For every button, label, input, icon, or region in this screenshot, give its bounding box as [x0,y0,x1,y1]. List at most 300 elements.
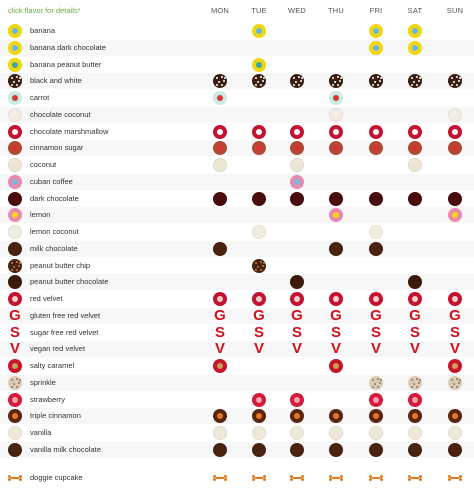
vanilla-cupcake-icon [252,426,266,440]
availability-mon [212,408,228,424]
salty-caramel-cupcake-icon [8,359,22,373]
flavor-row-black-and-white [0,73,474,89]
vegan-red-velvet-letter-icon: V [330,340,341,358]
availability-sun [447,291,463,307]
availability-sat [407,140,423,156]
strawberry-cupcake-icon [252,393,266,407]
vegan-red-velvet-letter-icon: V [214,340,225,358]
cinnamon-sugar-cupcake-icon [408,141,422,155]
availability-thu [328,308,344,324]
availability-fri [368,124,384,140]
gluten-free-red-velvet-letter-icon: G [409,306,421,324]
vanilla-cupcake-icon [329,426,343,440]
sugar-free-red-velvet-letter-icon: S [291,323,302,341]
flavor-link-lemon[interactable] [0,207,474,223]
chocolate-marshmallow-cupcake-icon [408,125,422,139]
availability-wed [289,408,305,424]
flavor-swatch[interactable] [7,470,23,486]
red-velvet-cupcake-icon [213,292,227,306]
flavor-name[interactable]: banana peanut butter [30,59,102,69]
availability-sun [447,124,463,140]
availability-sun [447,140,463,156]
vanilla-milk-chocolate-cupcake-icon [8,443,22,457]
flavor-row-cuban-coffee [0,174,474,190]
flavor-name[interactable]: banana dark chocolate [30,42,106,52]
availability-wed [289,442,305,458]
flavor-row-vanilla-milk-chocolate [0,442,474,458]
availability-sat [407,73,423,89]
availability-thu [328,207,344,223]
flavor-row-gluten-free-red-velvet [0,308,474,324]
vegan-red-velvet-letter-icon: V [370,340,381,358]
availability-wed [289,341,305,357]
availability-tue [251,224,267,240]
vanilla-cupcake-icon [290,426,304,440]
flavor-row-salty-caramel [0,358,474,374]
flavor-row-banana [0,23,474,39]
banana-peanut-butter-cupcake-icon [252,58,266,72]
availability-wed [289,425,305,441]
chocolate-coconut-cupcake-icon [448,108,462,122]
availability-thu [328,191,344,207]
availability-sat [407,191,423,207]
dog-bone-icon [8,475,22,481]
gluten-free-red-velvet-letter-icon: G [253,306,265,324]
availability-sun [447,207,463,223]
availability-fri [368,73,384,89]
day-header-thu: THU [327,6,344,15]
flavor-link-carrot[interactable] [0,90,474,106]
dark-chocolate-cupcake-icon [408,192,422,206]
triple-cinnamon-cupcake-icon [408,409,422,423]
flavor-name[interactable]: chocolate coconut [30,109,91,119]
availability-fri [368,341,384,357]
coconut-cupcake-icon [8,158,22,172]
carrot-cupcake-icon [213,91,227,105]
dark-chocolate-cupcake-icon [369,192,383,206]
flavor-row-lemon-coconut [0,224,474,240]
flavor-swatch[interactable] [7,124,23,140]
flavor-row-vegan-red-velvet [0,341,474,357]
flavor-row-banana-dark-chocolate [0,40,474,56]
red-velvet-cupcake-icon [8,292,22,306]
flavor-name[interactable]: strawberry [30,394,66,404]
flavor-row-peanut-butter-chip [0,258,474,274]
vanilla-cupcake-icon [448,426,462,440]
flavor-swatch[interactable] [7,291,23,307]
availability-sat [407,375,423,391]
milk-chocolate-cupcake-icon [213,242,227,256]
red-velvet-cupcake-icon [329,292,343,306]
availability-tue [251,408,267,424]
availability-tue [251,191,267,207]
sugar-free-red-velvet-letter-icon: S [253,323,264,341]
vanilla-cupcake-icon [369,426,383,440]
flavor-swatch[interactable] [7,274,23,290]
flavor-name[interactable]: red velvet [30,294,63,303]
gluten-free-red-velvet-letter-icon: G [214,306,226,324]
flavor-swatch[interactable] [7,224,23,240]
triple-cinnamon-cupcake-icon [8,409,22,423]
availability-sun [447,341,463,357]
availability-sat [407,23,423,39]
flavor-link-sprinkle[interactable] [0,375,474,391]
banana-cupcake-icon [252,24,266,38]
availability-fri [368,241,384,257]
availability-thu [328,241,344,257]
flavor-swatch[interactable] [7,442,23,458]
vegan-red-velvet-letter-icon: V [291,340,302,358]
flavor-swatch[interactable] [7,375,23,391]
availability-thu [328,291,344,307]
flavor-name[interactable]: cinnamon sugar [30,143,84,153]
flavor-row-doggie-cupcake [0,470,474,486]
availability-fri [368,408,384,424]
sprinkle-cupcake-icon [408,376,422,390]
chocolate-marshmallow-cupcake-icon [369,125,383,139]
flavor-row-milk-chocolate [0,241,474,257]
flavor-swatch[interactable] [7,40,23,56]
flavor-name[interactable]: milk chocolate [30,243,78,253]
cuban-coffee-cupcake-icon [290,175,304,189]
flavor-swatch[interactable] [7,207,23,223]
day-header-tue: TUE [251,6,267,15]
availability-tue [251,325,267,341]
triple-cinnamon-cupcake-icon [213,409,227,423]
availability-fri [368,425,384,441]
flavor-swatch[interactable] [7,341,23,357]
peanut-butter-chip-cupcake-icon [252,259,266,273]
sugar-free-red-velvet-letter-icon: S [330,323,341,341]
availability-fri [368,291,384,307]
sprinkle-cupcake-icon [448,376,462,390]
flavor-swatch[interactable] [7,325,23,341]
carrot-cupcake-icon [8,91,22,105]
strawberry-cupcake-icon [290,393,304,407]
lemon-cupcake-icon [329,208,343,222]
flavor-name[interactable]: triple cinnamon [30,411,81,421]
availability-mon [212,308,228,324]
availability-thu [328,425,344,441]
flavor-name[interactable]: peanut butter chocolate [30,277,109,287]
sugar-free-red-velvet-letter-icon: S [214,323,225,341]
availability-sat [407,157,423,173]
availability-sun [447,325,463,341]
flavor-swatch[interactable] [7,191,23,207]
flavor-row-sugar-free-red-velvet [0,325,474,341]
banana-cupcake-icon [8,24,22,38]
availability-sun [447,308,463,324]
black-and-white-cupcake-icon [290,74,304,88]
black-and-white-cupcake-icon [369,74,383,88]
availability-sun [447,408,463,424]
triple-cinnamon-cupcake-icon [369,409,383,423]
availability-fri [368,140,384,156]
availability-thu [328,90,344,106]
sugar-free-red-velvet-letter-icon: S [409,323,420,341]
flavor-row-peanut-butter-chocolate [0,274,474,290]
flavor-name[interactable]: vanilla [30,428,52,437]
sugar-free-red-velvet-letter-icon: S [449,323,460,341]
lemon-cupcake-icon [8,208,22,222]
flavor-name[interactable]: vanilla milk chocolate [30,444,101,454]
red-velvet-cupcake-icon [408,292,422,306]
flavor-link-coconut[interactable] [0,157,474,173]
availability-mon [212,73,228,89]
flavor-swatch[interactable] [7,392,23,408]
availability-sat [407,325,423,341]
availability-sat [407,274,423,290]
availability-tue [251,57,267,73]
vanilla-milk-chocolate-cupcake-icon [329,443,343,457]
red-velvet-cupcake-icon [252,292,266,306]
availability-tue [251,425,267,441]
day-header-fri: FRI [369,6,383,15]
flavor-row-red-velvet [0,291,474,307]
coconut-cupcake-icon [213,158,227,172]
flavor-swatch[interactable] [7,308,23,324]
salty-caramel-cupcake-icon [329,359,343,373]
flavor-name[interactable]: carrot [30,93,50,102]
black-and-white-cupcake-icon [448,74,462,88]
flavor-row-chocolate-coconut [0,107,474,123]
dark-chocolate-cupcake-icon [213,192,227,206]
availability-sat [407,470,423,486]
flavor-link-red-velvet[interactable] [0,291,474,307]
banana-dark-chocolate-cupcake-icon [8,41,22,55]
flavor-name[interactable]: banana [30,26,56,35]
availability-tue [251,442,267,458]
chocolate-marshmallow-cupcake-icon [252,125,266,139]
availability-mon [212,341,228,357]
day-header-sat: SAT [407,6,423,15]
availability-sun [447,107,463,123]
availability-wed [289,174,305,190]
flavor-swatch[interactable] [7,358,23,374]
flavor-swatch[interactable] [7,23,23,39]
red-velvet-cupcake-icon [290,292,304,306]
availability-tue [251,73,267,89]
availability-wed [289,274,305,290]
vanilla-milk-chocolate-cupcake-icon [290,443,304,457]
availability-sat [407,392,423,408]
flavor-name[interactable]: chocolate marshmallow [30,126,109,136]
availability-sun [447,442,463,458]
dog-bone-icon [448,475,462,481]
black-and-white-cupcake-icon [329,74,343,88]
lemon-cupcake-icon [448,208,462,222]
availability-wed [289,73,305,89]
dog-bone-icon [213,475,227,481]
day-header-wed: WED [287,6,307,15]
chocolate-marshmallow-cupcake-icon [290,125,304,139]
banana-cupcake-icon [369,24,383,38]
flavor-swatch[interactable] [7,73,23,89]
peanut-butter-chocolate-cupcake-icon [290,275,304,289]
flavor-name[interactable]: dark chocolate [30,193,79,203]
gluten-free-red-velvet-letter-icon: G [291,306,303,324]
triple-cinnamon-cupcake-icon [329,409,343,423]
cinnamon-sugar-cupcake-icon [290,141,304,155]
banana-peanut-butter-cupcake-icon [8,58,22,72]
flavor-swatch[interactable] [7,107,23,123]
flavor-swatch[interactable] [7,408,23,424]
gluten-free-red-velvet-letter-icon: G [370,306,382,324]
banana-cupcake-icon [408,24,422,38]
milk-chocolate-cupcake-icon [8,242,22,256]
flavor-swatch[interactable] [7,140,23,156]
flavor-link-vanilla[interactable] [0,425,474,441]
flavor-row-lemon [0,207,474,223]
flavor-name[interactable]: salty caramel [30,361,75,370]
flavor-name[interactable]: lemon coconut [30,227,79,236]
flavor-row-sprinkle [0,375,474,391]
availability-sat [407,425,423,441]
availability-sat [407,40,423,56]
availability-thu [328,124,344,140]
flavor-swatch[interactable] [7,174,23,190]
flavor-row-triple-cinnamon [0,408,474,424]
availability-sat [407,124,423,140]
red-velvet-cupcake-icon [448,292,462,306]
availability-sat [407,442,423,458]
vegan-red-velvet-letter-icon: V [9,340,20,358]
availability-mon [212,90,228,106]
carrot-cupcake-icon [329,91,343,105]
vanilla-milk-chocolate-cupcake-icon [448,443,462,457]
flavor-row-banana-peanut-butter [0,57,474,73]
dark-chocolate-cupcake-icon [329,192,343,206]
cinnamon-sugar-cupcake-icon [252,141,266,155]
chocolate-marshmallow-cupcake-icon [213,125,227,139]
availability-sat [407,408,423,424]
availability-mon [212,291,228,307]
cinnamon-sugar-cupcake-icon [8,141,22,155]
availability-sun [447,425,463,441]
flavor-name[interactable]: cuban coffee [30,176,73,186]
flavor-row-cinnamon-sugar [0,140,474,156]
availability-sat [407,308,423,324]
flavor-name[interactable]: vegan red velvet [30,344,86,354]
vegan-red-velvet-letter-icon: V [253,340,264,358]
dark-chocolate-cupcake-icon [290,192,304,206]
red-velvet-cupcake-icon [369,292,383,306]
availability-thu [328,107,344,123]
availability-thu [328,408,344,424]
availability-fri [368,325,384,341]
flavor-row-carrot [0,90,474,106]
chocolate-coconut-cupcake-icon [329,108,343,122]
flavor-name[interactable]: sprinkle [30,377,56,387]
availability-fri [368,224,384,240]
day-header-mon: MON [210,6,230,15]
milk-chocolate-cupcake-icon [369,242,383,256]
flavor-swatch[interactable] [7,57,23,73]
dog-bone-icon [369,475,383,481]
availability-mon [212,241,228,257]
flavor-name[interactable]: lemon [30,210,51,220]
availability-tue [251,23,267,39]
vanilla-cupcake-icon [213,426,227,440]
availability-wed [289,308,305,324]
flavor-row-chocolate-marshmallow [0,124,474,140]
triple-cinnamon-cupcake-icon [290,409,304,423]
availability-fri [368,23,384,39]
flavor-link-banana[interactable] [0,23,474,39]
flavor-swatch[interactable] [7,157,23,173]
strawberry-cupcake-icon [408,393,422,407]
availability-mon [212,358,228,374]
flavor-name[interactable]: coconut [30,160,57,169]
availability-wed [289,157,305,173]
chocolate-coconut-cupcake-icon [8,108,22,122]
dog-bone-icon [408,475,422,481]
availability-sun [447,470,463,486]
black-and-white-cupcake-icon [408,74,422,88]
flavor-link-strawberry[interactable] [0,392,474,408]
flavor-name[interactable]: sugar free red velvet [30,327,99,337]
gluten-free-red-velvet-letter-icon: G [330,306,342,324]
availability-mon [212,124,228,140]
availability-fri [368,442,384,458]
flavor-swatch[interactable] [7,90,23,106]
vanilla-milk-chocolate-cupcake-icon [408,443,422,457]
flavor-name[interactable]: doggie cupcake [30,473,83,482]
availability-fri [368,40,384,56]
vanilla-cupcake-icon [408,426,422,440]
sugar-free-red-velvet-letter-icon: S [9,323,20,341]
availability-wed [289,124,305,140]
flavor-name[interactable]: black and white [30,76,82,86]
day-header-sun: SUN [446,6,464,15]
availability-sat [407,291,423,307]
salty-caramel-cupcake-icon [213,359,227,373]
availability-fri [368,308,384,324]
sugar-free-red-velvet-letter-icon: S [370,323,381,341]
availability-thu [328,358,344,374]
flavor-name[interactable]: peanut butter chip [30,260,91,270]
peanut-butter-chocolate-cupcake-icon [8,275,22,289]
peanut-butter-chocolate-cupcake-icon [408,275,422,289]
black-and-white-cupcake-icon [252,74,266,88]
vegan-red-velvet-letter-icon: V [449,340,460,358]
flavor-row-dark-chocolate [0,191,474,207]
flavor-swatch[interactable] [7,425,23,441]
flavor-name[interactable]: gluten free red velvet [30,310,101,320]
strawberry-cupcake-icon [8,393,22,407]
gluten-free-red-velvet-letter-icon: G [9,306,21,324]
peanut-butter-chip-cupcake-icon [8,259,22,273]
triple-cinnamon-cupcake-icon [252,409,266,423]
availability-tue [251,392,267,408]
availability-mon [212,325,228,341]
dog-bone-icon [252,475,266,481]
black-and-white-cupcake-icon [8,74,22,88]
flavor-row-strawberry [0,392,474,408]
availability-tue [251,470,267,486]
flavor-swatch[interactable] [7,241,23,257]
black-and-white-cupcake-icon [213,74,227,88]
availability-mon [212,442,228,458]
lemon-coconut-cupcake-icon [252,225,266,239]
availability-tue [251,308,267,324]
availability-tue [251,341,267,357]
cinnamon-sugar-cupcake-icon [329,141,343,155]
availability-wed [289,191,305,207]
availability-thu [328,470,344,486]
cuban-coffee-cupcake-icon [8,175,22,189]
flavor-swatch[interactable] [7,258,23,274]
